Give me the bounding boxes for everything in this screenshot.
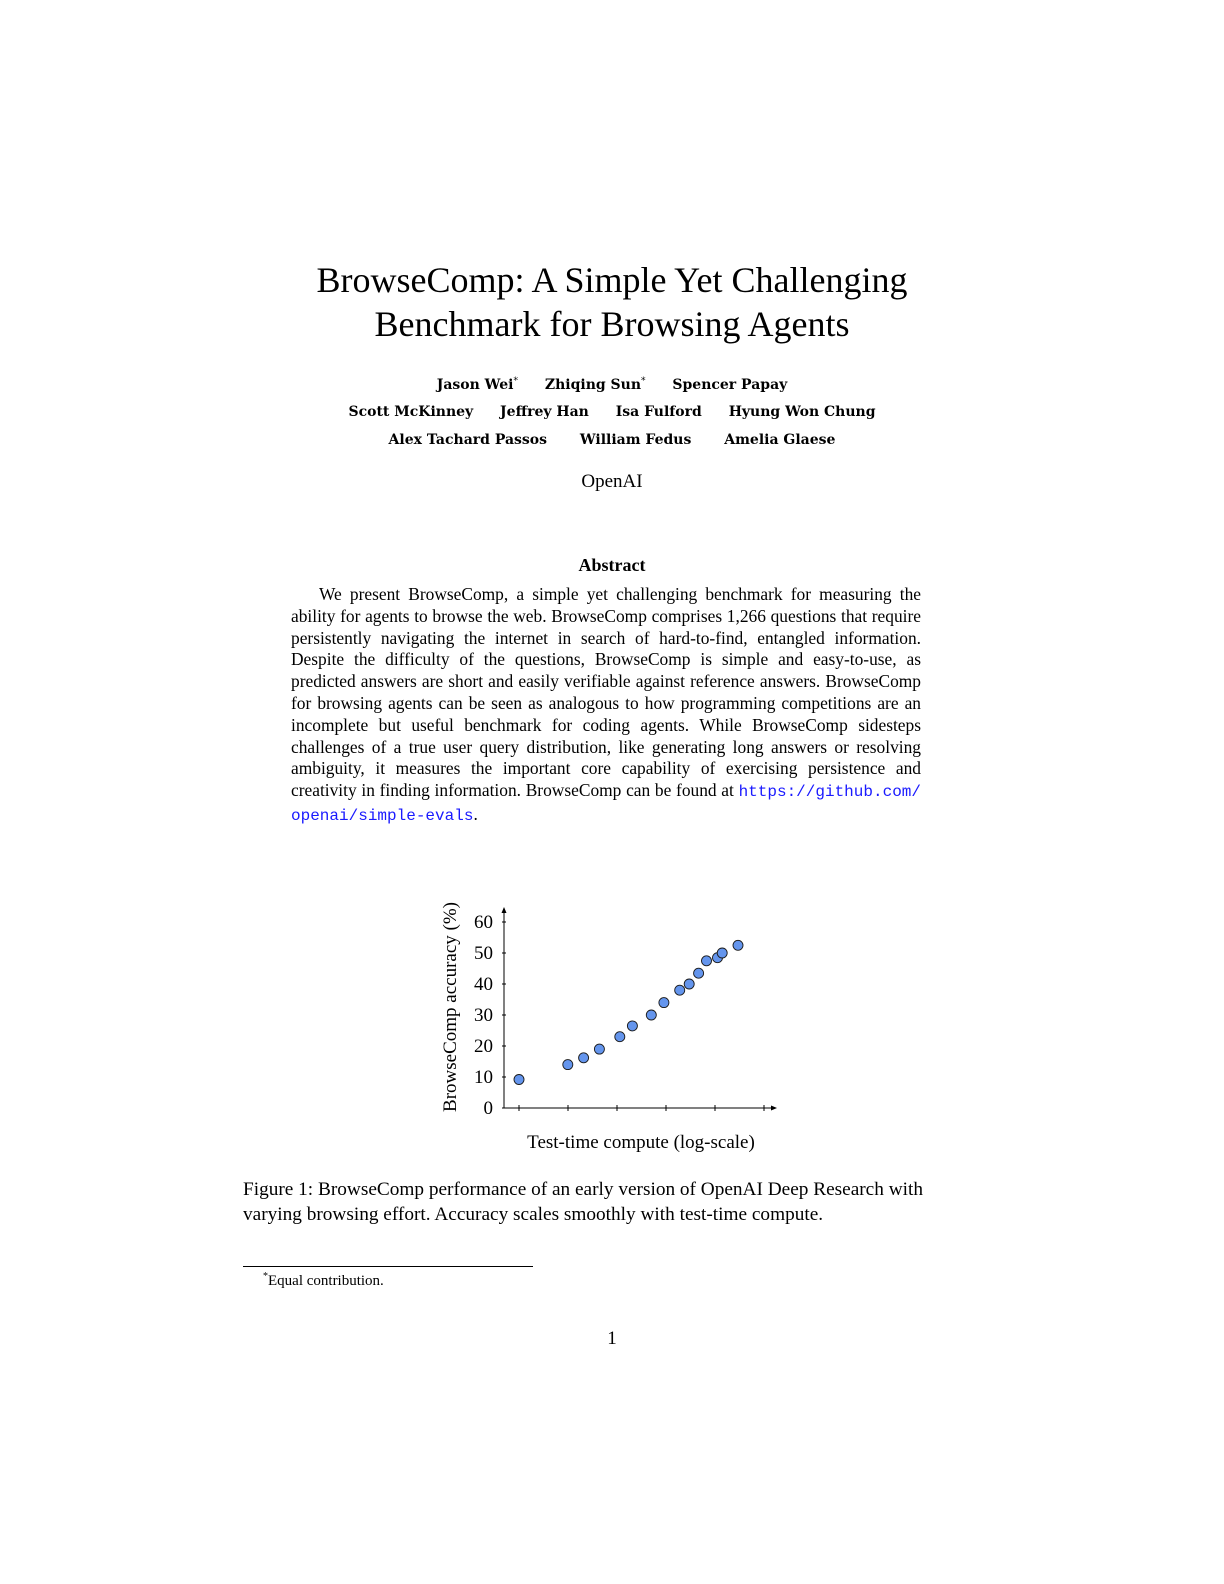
author-row-2 [0,404,1224,420]
data-point [646,1010,656,1020]
data-point [594,1044,604,1054]
author-name: Amelia Glaese [724,432,836,448]
y-tick-label: 60 [474,912,493,933]
y-tick-label: 20 [474,1036,493,1057]
y-ticks [474,912,506,1119]
y-tick-label: 50 [474,943,493,964]
x-axis-arrow [771,1106,777,1111]
data-point [627,1021,637,1031]
abstract-text: We present BrowseComp, a simple yet challenging benchmark for measuring the ability for agents to browse the web. BrowseComp comprises 1,266 questions that require persistently navigating the internet in search of hard-to-find, entangled information. Despite the difficulty of the questions, BrowseComp is simple and easy-to-use, as predicted answers are short and easily verifiable against reference answers. BrowseComp for browsing agents can be seen as analogous to how programming competitions are an incomplete but useful benchmark for coding agents. While BrowseComp sidesteps challenges of a true user query distribution, like generating long answers or resolving ambiguity, it measures the important core capability of exercising persistence and creativity in finding information. BrowseComp can be found at [291,584,921,801]
data-point [579,1053,589,1063]
author-row-1 [0,376,1224,393]
repo-link[interactable]: https://github.com/openai/simple-evals [291,783,921,825]
y-tick-label: 0 [483,1098,493,1119]
data-points [514,940,743,1084]
author-name: Spencer Papay [672,376,788,393]
title-line-2: Benchmark for Browsing Agents [374,304,850,344]
title-line-1: BrowseComp: A Simple Yet Challenging [316,260,908,300]
footnote-text: Equal contribution. [268,1273,384,1289]
author-name: Jeffrey Han [500,404,589,420]
x-axis-title: Test-time compute (log-scale) [527,1132,755,1153]
author-name: Hyung Won Chung [728,404,876,420]
y-tick-label: 40 [474,974,493,995]
footnote-rule [243,1266,533,1267]
data-point [717,948,727,958]
y-tick-label: 10 [474,1067,493,1088]
y-axis-title: BrowseComp accuracy (%) [440,902,461,1112]
data-point [694,968,704,978]
abstract-body [291,584,921,828]
data-point [615,1032,625,1042]
paper-title [0,258,1224,346]
equal-contribution-mark: * [513,376,518,386]
data-point [702,956,712,966]
abstract-end: . [473,803,478,824]
author-name: Scott McKinney [348,404,474,420]
author-name: Jason Wei [436,376,514,393]
author-name: William Fedus [579,432,692,448]
y-axis-arrow [502,907,507,913]
accuracy-chart [420,880,800,1165]
figure-caption: Figure 1: BrowseComp performance of an early version of OpenAI Deep Research with varying browsing effort. Accuracy scales smoothly with test-time compute. [243,1179,923,1225]
data-point [659,998,669,1008]
author-name: Alex Tachard Passos [388,432,548,448]
author-name: Zhiqing Sun [544,376,642,393]
data-point [684,979,694,989]
equal-contribution-mark: * [641,376,646,386]
abstract-heading: Abstract [578,555,646,575]
footnote [263,1271,384,1290]
data-point [733,940,743,950]
affiliation: OpenAI [581,471,643,492]
data-point [514,1075,524,1085]
author-row-3 [0,432,1224,448]
data-point [563,1060,573,1070]
y-axis-label [440,902,461,1112]
footnote-mark: * [263,1271,268,1282]
author-name: Isa Fulford [615,404,702,420]
y-tick-label: 30 [474,1005,493,1026]
page-number: 1 [607,1328,617,1349]
data-point [675,985,685,995]
